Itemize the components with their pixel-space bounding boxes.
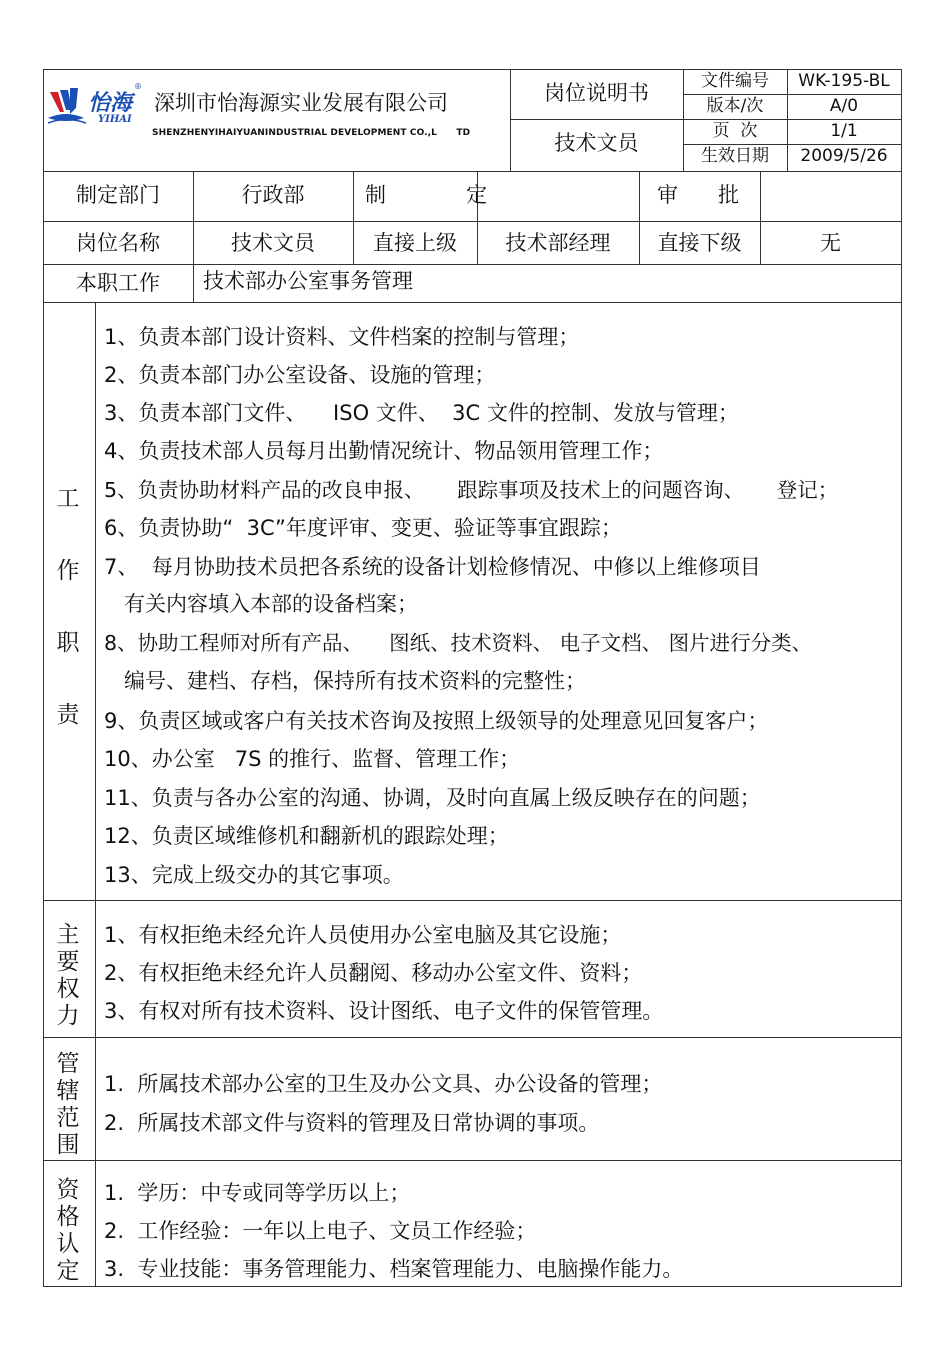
list-item: 7、 每月协助技术员把各系统的设备计划检修情况、中修以上维修项目 bbox=[104, 555, 761, 579]
logo-subtext: YIHAI bbox=[98, 114, 132, 125]
list-item: 1. 学历：中专或同等学历以上； bbox=[104, 1181, 411, 1205]
list-item: 1. 所属技术部办公室的卫生及办公文具、办公设备的管理； bbox=[104, 1072, 663, 1096]
meta-value-date: 2009/5/26 bbox=[800, 146, 888, 166]
company-name-en: SHENZHENYIHAIYUANINDUSTRIAL DEVELOPMENT CO.,L TD bbox=[152, 128, 471, 138]
meta-value-page: 1/1 bbox=[830, 121, 858, 141]
list-item: 1、有权拒绝未经允许人员使用办公室电脑及其它设施； bbox=[104, 923, 622, 947]
subordinate-value: 无 bbox=[820, 231, 841, 255]
list-item: 编号、建档、存档，保持所有技术资料的完整性； bbox=[104, 669, 587, 693]
list-item: 5、负责协助材料产品的改良申报、 跟踪事项及技术上的问题咨询、 登记； bbox=[104, 478, 839, 502]
list-item: 2. 工作经验：一年以上电子、文员工作经验； bbox=[104, 1219, 537, 1243]
list-item: 2. 所属技术部文件与资料的管理及日常协调的事项。 bbox=[104, 1111, 600, 1135]
list-item: 6、负责协助“ 3C”年度评审、变更、验证等事宜跟踪； bbox=[104, 516, 622, 540]
dept-value: 行政部 bbox=[241, 183, 305, 207]
list-item: 2、有权拒绝未经允许人员翻阅、移动办公室文件、资料； bbox=[104, 961, 643, 985]
dept-label: 制定部门 bbox=[76, 183, 160, 207]
company-logo bbox=[46, 80, 150, 134]
superior-label: 直接上级 bbox=[373, 231, 457, 255]
doc-title: 岗位说明书 bbox=[544, 81, 649, 105]
registered-mark: ® bbox=[134, 82, 142, 91]
meta-value-version: A/0 bbox=[829, 96, 859, 116]
list-item: 9、负责区域或客户有关技术咨询及按照上级领导的处理意见回复客户； bbox=[104, 709, 769, 733]
logo-text: 怡海 bbox=[88, 90, 133, 116]
list-item: 4、负责技术部人员每月出勤情况统计、物品领用管理工作； bbox=[104, 439, 664, 463]
list-item: 3、负责本部门文件、 ISO 文件、 3C 文件的控制、发放与管理； bbox=[104, 401, 739, 425]
list-item: 1、负责本部门设计资料、文件档案的控制与管理； bbox=[104, 325, 580, 349]
list-item: 有关内容填入本部的设备档案； bbox=[104, 592, 419, 616]
meta-value-doc-no: WK-195-BL bbox=[798, 71, 890, 91]
post-label: 岗位名称 bbox=[76, 231, 160, 255]
meta-label-version: 版本/次 bbox=[706, 96, 764, 116]
list-item: 12、负责区域维修机和翻新机的跟踪处理； bbox=[104, 824, 509, 848]
approve-label: 审 批 bbox=[657, 183, 740, 207]
list-item: 3、有权对所有技术资料、设计图纸、电子文件的保管管理。 bbox=[104, 999, 664, 1023]
duty-label: 本职工作 bbox=[76, 271, 160, 295]
position-title: 技术文员 bbox=[554, 131, 639, 155]
superior-value: 技术部经理 bbox=[505, 231, 611, 255]
post-value: 技术文员 bbox=[231, 231, 315, 255]
meta-label-date: 生效日期 bbox=[701, 146, 769, 166]
subordinate-label: 直接下级 bbox=[657, 231, 742, 255]
list-item: 3. 专业技能：事务管理能力、档案管理能力、电脑操作能力。 bbox=[104, 1257, 684, 1281]
list-item: 11、负责与各办公室的沟通、协调，及时向直属上级反映存在的问题； bbox=[104, 786, 761, 810]
maker-label: 制 定 bbox=[365, 183, 488, 207]
list-item: 2、负责本部门办公室设备、设施的管理； bbox=[104, 363, 496, 387]
list-item: 10、办公室 7S 的推行、监督、管理工作； bbox=[104, 747, 521, 771]
meta-label-doc-no: 文件编号 bbox=[701, 71, 769, 91]
duty-value: 技术部办公室事务管理 bbox=[203, 269, 413, 293]
list-item: 13、完成上级交办的其它事项。 bbox=[104, 863, 404, 887]
meta-label-page: 页 次 bbox=[712, 121, 758, 141]
list-item: 8、协助工程师对所有产品、 图纸、技术资料、 电子文档、 图片进行分类、 bbox=[104, 631, 813, 655]
company-name-cn: 深圳市怡海源实业发展有限公司 bbox=[154, 91, 448, 115]
